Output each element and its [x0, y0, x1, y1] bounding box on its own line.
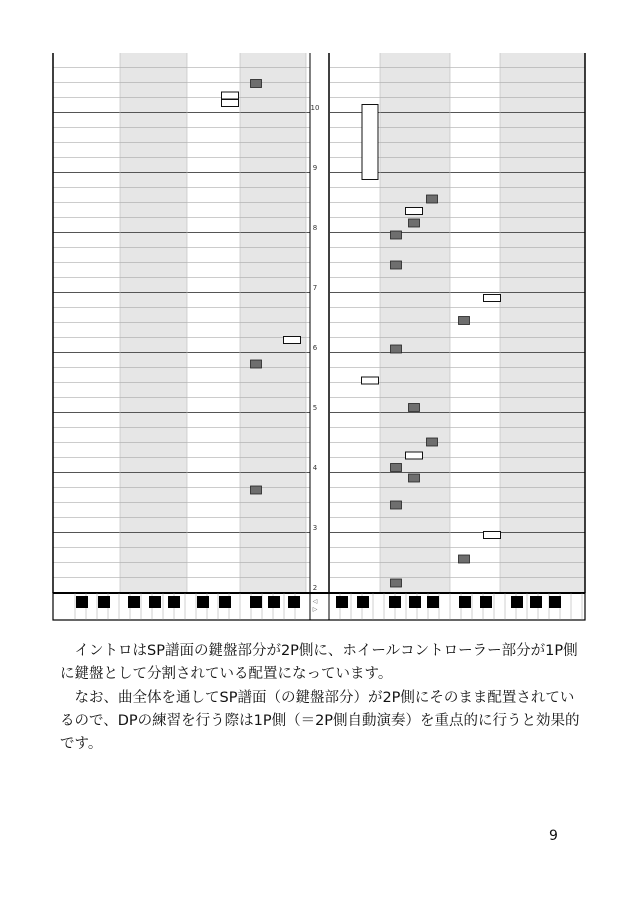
note-gray-2p	[391, 501, 402, 509]
black-key	[530, 596, 542, 608]
note-gray-2p	[391, 464, 402, 472]
black-key	[389, 596, 401, 608]
measure-number: 8	[312, 224, 318, 232]
measure-number: 2	[312, 584, 318, 592]
paragraph-intro-text: イントロはSP譜面の鍵盤部分が2P側に、ホイールコントローラー部分が1P側に鍵盤として分割されている配置になっています。	[60, 643, 578, 682]
black-key	[459, 596, 471, 608]
note-gray-2p	[459, 317, 470, 325]
note-gray-1p	[251, 486, 262, 494]
note-gray-2p	[409, 474, 420, 482]
note-gray-2p	[409, 219, 420, 227]
black-key	[250, 596, 262, 608]
black-key	[511, 596, 523, 608]
note-white-2p	[484, 295, 501, 302]
note-gray-1p	[251, 360, 262, 368]
black-key	[427, 596, 439, 608]
paragraph-intro	[60, 640, 580, 686]
note-white-2p	[406, 208, 423, 215]
measure-number: 9	[312, 164, 318, 172]
turntable-mark: ◁	[312, 598, 318, 605]
long-note-2p	[362, 105, 378, 180]
black-key	[98, 596, 110, 608]
black-key	[480, 596, 492, 608]
note-gray-2p	[409, 404, 420, 412]
black-key	[549, 596, 561, 608]
note-gray-2p	[427, 438, 438, 446]
note-gray-2p	[391, 261, 402, 269]
black-key	[76, 596, 88, 608]
note-white-2p	[406, 452, 423, 459]
note-gray-2p	[391, 231, 402, 239]
page-number: 9	[549, 828, 558, 844]
black-key	[149, 596, 161, 608]
note-gray-1p	[251, 80, 262, 88]
black-key	[336, 596, 348, 608]
black-key	[268, 596, 280, 608]
black-key	[128, 596, 140, 608]
measure-number: 7	[312, 284, 318, 292]
measure-number: 10	[310, 104, 320, 112]
measure-number: 4	[312, 464, 318, 472]
black-key	[357, 596, 369, 608]
note-white-1p	[222, 100, 239, 107]
note-white-2p	[484, 532, 501, 539]
measure-number: 5	[312, 404, 318, 412]
note-gray-2p	[459, 555, 470, 563]
note-white-1p	[222, 92, 239, 99]
note-gray-2p	[391, 579, 402, 587]
paragraph-practice-tip-text: なお、曲全体を通してSP譜面（の鍵盤部分）が2P側にそのまま配置されているので、DPの練習を行う際は1P側（＝2P側自動演奏）を重点的に行うと効果的です。	[60, 690, 580, 752]
note-white-1p	[284, 337, 301, 344]
measure-number: 3	[312, 524, 318, 532]
black-key	[409, 596, 421, 608]
paragraph-practice-tip	[60, 687, 580, 756]
note-gray-2p	[427, 195, 438, 203]
turntable-mark: ▷	[312, 606, 318, 613]
black-key	[168, 596, 180, 608]
note-gray-2p	[391, 345, 402, 353]
black-key	[219, 596, 231, 608]
black-key	[197, 596, 209, 608]
measure-number: 6	[312, 344, 318, 352]
black-key	[288, 596, 300, 608]
note-white-2p	[362, 377, 379, 384]
